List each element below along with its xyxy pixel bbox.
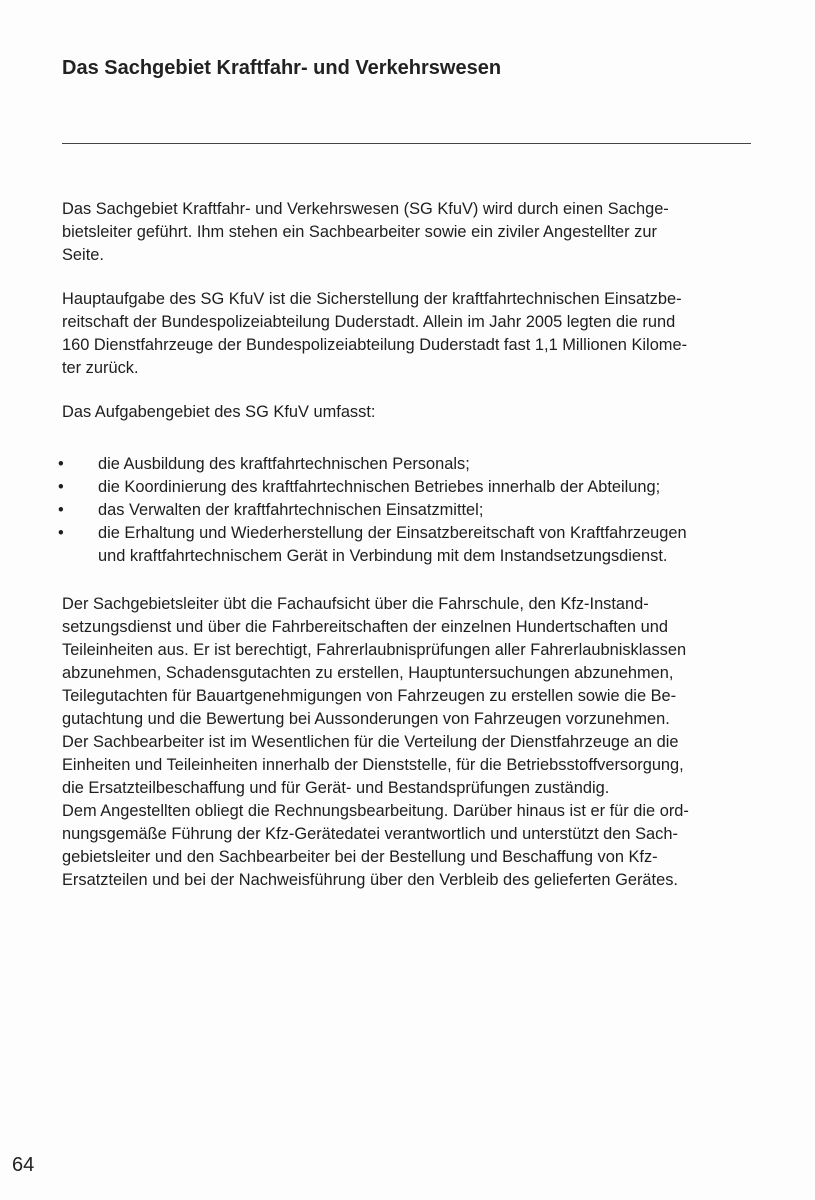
text-line: setzungsdienst und über die Fahrbereitschaften der einzelnen Hundertschaften und (62, 618, 668, 636)
text-line: Hauptaufgabe des SG KfuV ist die Sicherstellung der kraftfahrtechnischen Einsatzbe- (62, 290, 682, 308)
text-line: Das Sachgebiet Kraftfahr- und Verkehrswesen (SG KfuV) wird durch einen Sachge- (62, 200, 669, 218)
list-item (58, 499, 687, 522)
page-number: 64 (12, 1154, 35, 1176)
list-item (58, 522, 687, 568)
text-line: reitschaft der Bundespolizeiabteilung Duderstadt. Allein im Jahr 2005 legten die rund (62, 313, 676, 331)
paragraph-scope-intro (62, 401, 375, 424)
paragraph-responsibilities (62, 593, 689, 892)
page-title: Das Sachgebiet Kraftfahr- und Verkehrswesen (62, 57, 502, 79)
bullet-icon: • (58, 501, 64, 519)
bullet-icon: • (58, 455, 64, 473)
bullet-icon: • (58, 524, 64, 542)
text-line: Ersatzteilen und bei der Nachweisführung über den Verbleib des gelieferten Gerätes. (62, 871, 678, 889)
paragraph-intro (62, 198, 669, 267)
list-item (58, 453, 687, 476)
text-line: Der Sachgebietsleiter übt die Fachaufsicht über die Fahrschule, den Kfz-Instand- (62, 595, 649, 613)
text-line: die Ersatzteilbeschaffung und für Gerät- und Bestandsprüfungen zuständig. (62, 779, 610, 797)
list-item (58, 476, 687, 499)
text-line: Teilegutachten für Bauartgenehmigungen von Fahrzeugen zu erstellen sowie die Be- (62, 687, 677, 705)
title-divider (62, 143, 751, 144)
text-line: abzunehmen, Schadensgutachten zu erstellen, Hauptuntersuchungen abzunehmen, (62, 664, 674, 682)
text-line: die Ausbildung des kraftfahrtechnischen Personals; (98, 455, 470, 473)
text-line: und kraftfahrtechnischem Gerät in Verbindung mit dem Instandsetzungsdienst. (98, 547, 668, 565)
text-line: Teileinheiten aus. Er ist berechtigt, Fahrerlaubnisprüfungen aller Fahrerlaubnisklassen (62, 641, 687, 659)
text-line: gebietsleiter und den Sachbearbeiter bei der Bestellung und Beschaffung von Kfz- (62, 848, 658, 866)
text-line: gutachtung und die Bewertung bei Aussonderungen von Fahrzeugen vorzunehmen. (62, 710, 670, 728)
text-line: das Verwalten der kraftfahrtechnischen Einsatzmittel; (98, 501, 484, 519)
text-line: Seite. (62, 246, 104, 264)
paragraph-main-task (62, 288, 687, 380)
text-line: nungsgemäße Führung der Kfz-Gerätedatei verantwortlich und unterstützt den Sach- (62, 825, 678, 843)
text-line: bietsleiter geführt. Ihm stehen ein Sachbearbeiter sowie ein ziviler Angestellter zur (62, 223, 657, 241)
task-list (58, 453, 687, 568)
text-line: Der Sachbearbeiter ist im Wesentlichen für die Verteilung der Dienstfahrzeuge an die (62, 733, 679, 751)
text-line: die Erhaltung und Wiederherstellung der Einsatzbereitschaft von Kraftfahrzeugen (98, 524, 687, 542)
text-line: 160 Dienstfahrzeuge der Bundespolizeiabteilung Duderstadt fast 1,1 Millionen Kilome- (62, 336, 688, 354)
text-line: Dem Angestellten obliegt die Rechnungsbearbeitung. Darüber hinaus ist er für die ord- (62, 802, 689, 820)
text-line: die Koordinierung des kraftfahrtechnischen Betriebes innerhalb der Abteilung; (98, 478, 661, 496)
text-line: Das Aufgabengebiet des SG KfuV umfasst: (62, 403, 376, 421)
text-line: ter zurück. (62, 359, 139, 377)
bullet-icon: • (58, 478, 64, 496)
text-line: Einheiten und Teileinheiten innerhalb der Dienststelle, für die Betriebsstoffversorgung, (62, 756, 684, 774)
